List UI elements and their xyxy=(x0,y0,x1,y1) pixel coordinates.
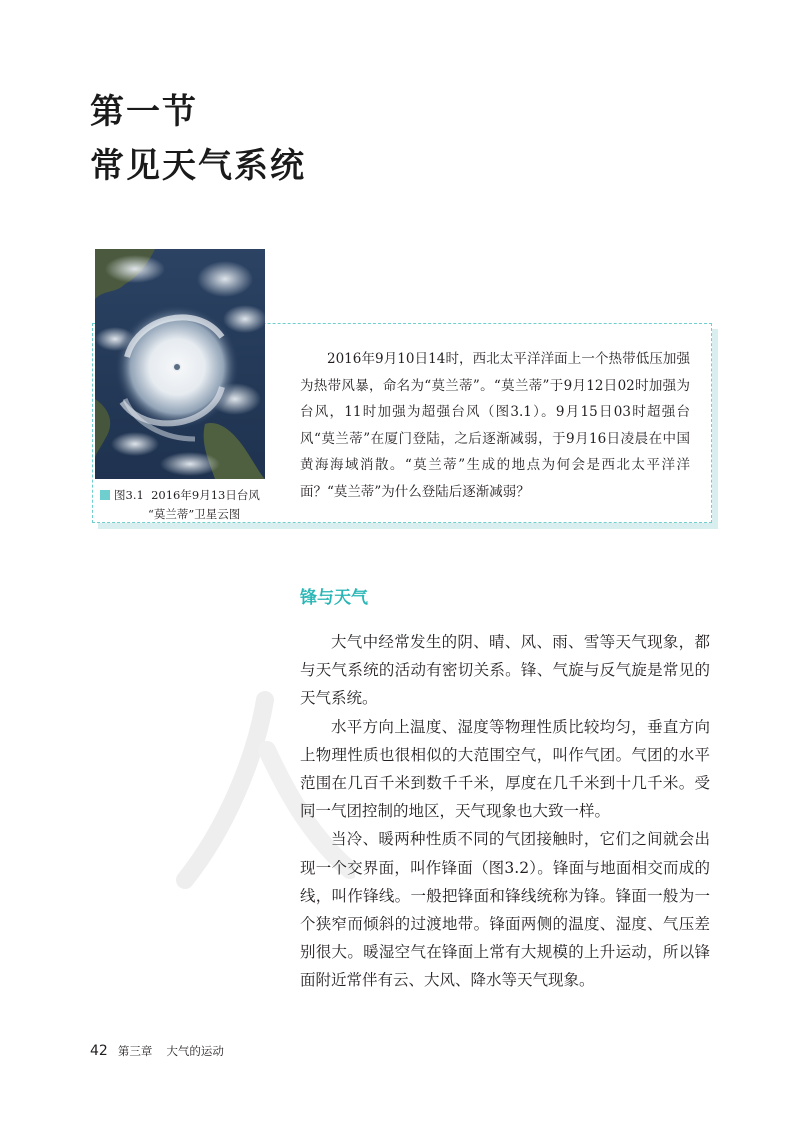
footer-chapter-title: 大气的运动 xyxy=(166,1044,224,1058)
intro-paragraph: 2016年9月10日14时，西北太平洋洋面上一个热带低压加强为热带风暴，命名为“莫兰蒂”。“莫兰蒂”于9月12日02时加强为台风，11时加强为超强台风（图3.1）。9月15日03时超强台风“莫兰蒂”在厦门登陆，之后逐渐减弱，于9月16日凌晨在中国黄海海域消散。“莫兰蒂”生成的地点为何会是西北太平洋洋面？“莫兰蒂”为什么登陆后逐渐减弱？ xyxy=(300,351,690,500)
body-paragraph: 水平方向上温度、湿度等物理性质比较均匀，垂直方向上物理性质也很相似的大范围空气，叫作气团。气团的水平范围在几百千米到数千千米，厚度在几千米到十几千米。受同一气团控制的地区，天气现象也大致一样。 xyxy=(300,717,710,821)
body-paragraph: 当冷、暖两种性质不同的气团接触时，它们之间就会出现一个交界面，叫作锋面（图3.2）。锋面与地面相交而成的线，叫作锋线。一般把锋面和锋线统称为锋。锋面一般为一个狭窄而倾斜的过渡地带。锋面两侧的温度、湿度、气压差别很大。暖湿空气在锋面上常有大规模的上升运动，所以锋面附近常伴有云、大风、降水等天气现象。 xyxy=(300,830,710,990)
body-text xyxy=(300,628,710,995)
caption-line1: 2016年9月13日台风 xyxy=(151,488,260,502)
section-number-title: 第一节 xyxy=(90,92,198,132)
caption-label: 图3.1 xyxy=(114,488,144,502)
caption-line2: “莫兰蒂”卫星云图 xyxy=(148,507,241,521)
page-number: 42 xyxy=(90,1043,108,1059)
section-heading: 锋与天气 xyxy=(300,588,368,608)
section-title: 常见天气系统 xyxy=(90,146,306,186)
typhoon-satellite-image xyxy=(95,249,265,479)
figure-caption xyxy=(100,486,280,524)
caption-marker-icon xyxy=(100,490,110,500)
page-footer xyxy=(90,1043,224,1059)
body-paragraph: 大气中经常发生的阴、晴、风、雨、雪等天气现象，都与天气系统的活动有密切关系。锋、气旋与反气旋是常见的天气系统。 xyxy=(300,633,710,708)
footer-chapter: 第三章 xyxy=(117,1044,153,1058)
